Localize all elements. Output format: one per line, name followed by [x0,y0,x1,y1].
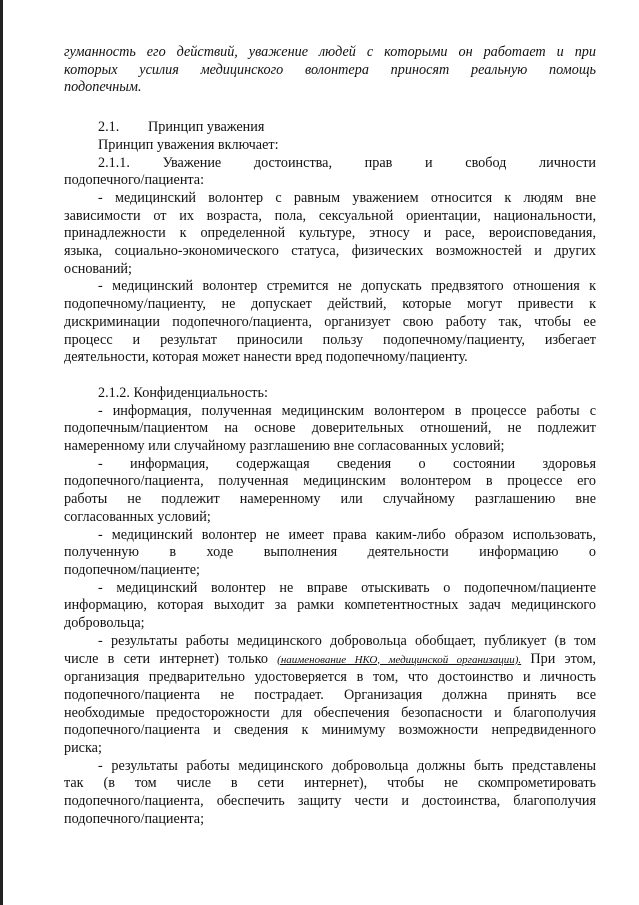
section-number: 2.1. [98,119,120,136]
text-line: организация предварительно удостоверяется в том, что достоинство и личность [64,669,596,686]
text-line: - медицинский волонтер с равным уважением относится к людям вне [98,189,596,206]
text-line: - результаты работы медицинского добровольца должны быть представлены [98,757,596,774]
paragraph [64,190,596,279]
text-line: риска; [64,740,102,757]
text-line: деятельности, которая может нанести вред подопечному/пациенту. [64,349,468,366]
text-line: принадлежности к определенной культуре, этносу и расе, вероисповедания, [64,225,596,242]
paragraph [64,403,596,456]
section-heading [98,119,596,137]
text-line: добровольца; [64,615,145,632]
text-line: подопечного/пациента: [64,172,205,189]
section-title: Принцип уважения [148,119,265,136]
text-line: процесс и результат приносили пользу подопечному/пациенту, избегает [64,331,596,348]
text-fragment: При этом, [521,650,596,667]
text-line: подопечным/пациентом на основе доверительных отношений, не подлежит [64,420,596,437]
text-line: - информация, полученная медицинским волонтером в процессе работы с [98,402,596,419]
document-page [64,44,596,829]
text-line: полученную в ходе выполнения деятельности информацию о [64,544,596,561]
text-line: которых усилия медицинского волонтера приносят реальную помощь [64,61,596,78]
text-line: необходимые предосторожности для обеспечения безопасности и благополучия [64,704,596,721]
text-line: подопечного/пациента не пострадает. Организация должна принять все [64,686,596,703]
text-line: согласованных условий; [64,508,211,525]
paragraph [64,527,596,580]
text-line: информацию, которая выходит за рамки компетентностных задач медицинского [64,597,596,614]
text-line: - результаты работы медицинского добровольца обобщает, публикует (в том [98,632,596,649]
text-line: подопечного/пациента, полученная медицинским волонтером в процессе его [64,473,596,490]
paragraph [64,758,596,829]
text-line: подопечного/пациента, обеспечить защиту чести и достоинства, благополучия [64,793,596,810]
text-line: подопечному/пациенту, не допускает действий, которые могут привести к [64,296,596,313]
text-line: гуманность его действий, уважение людей с которыми он работает и при [64,44,596,60]
text-line: подопечного/пациента и сведения к минимуму возможности непредвиденного [64,722,596,739]
text-line: зависимости от их возраста, пола, сексуальной ориентации, национальности, [64,207,596,224]
text-fragment: числе в сети интернет) только [64,650,278,667]
text-line: подопечного/пациента; [64,810,205,827]
text-line: подопечном/пациенте; [64,561,200,578]
text-line: работы не подлежит намеренному или случайному разглашению вне [64,491,596,508]
subsection-heading: 2.1.1. Уважение достоинства, прав и свобод личности [98,154,596,171]
text-line: подопечным. [64,79,142,96]
scan-edge [0,0,3,905]
paragraph [64,278,596,367]
text-line: - медицинский волонтер стремится не допускать предвзятого отношения к [98,278,596,295]
text-line: так (в том числе в сети интернет), чтобы не скомпрометировать [64,775,596,792]
paragraph [64,456,596,527]
paragraph [64,580,596,633]
text-line: оснований; [64,260,132,277]
subsection-heading: 2.1.2. Конфиденциальность: [98,384,268,401]
text-line: - информация, содержащая сведения о состоянии здоровья [98,455,596,472]
text-line: Принцип уважения включает: [98,136,279,153]
text-line: языка, социально-экономического статуса, физических возможностей и других [64,243,596,260]
text-line [64,651,596,670]
text-line: намеренному или случайному разглашению вне согласованных условий; [64,438,505,455]
text-line: - медицинский волонтер не имеет права каким-либо образом использовать, [98,526,596,543]
paragraph [64,633,596,758]
italic-paragraph [64,44,596,97]
text-line: - медицинский волонтер не вправе отыскивать о подопечном/пациенте [98,579,596,596]
text-line: дискриминации подопечного/пациента, организует свою работу так, чтобы ее [64,313,596,330]
organization-placeholder: (наименование НКО, медицинской организации). [277,653,522,666]
